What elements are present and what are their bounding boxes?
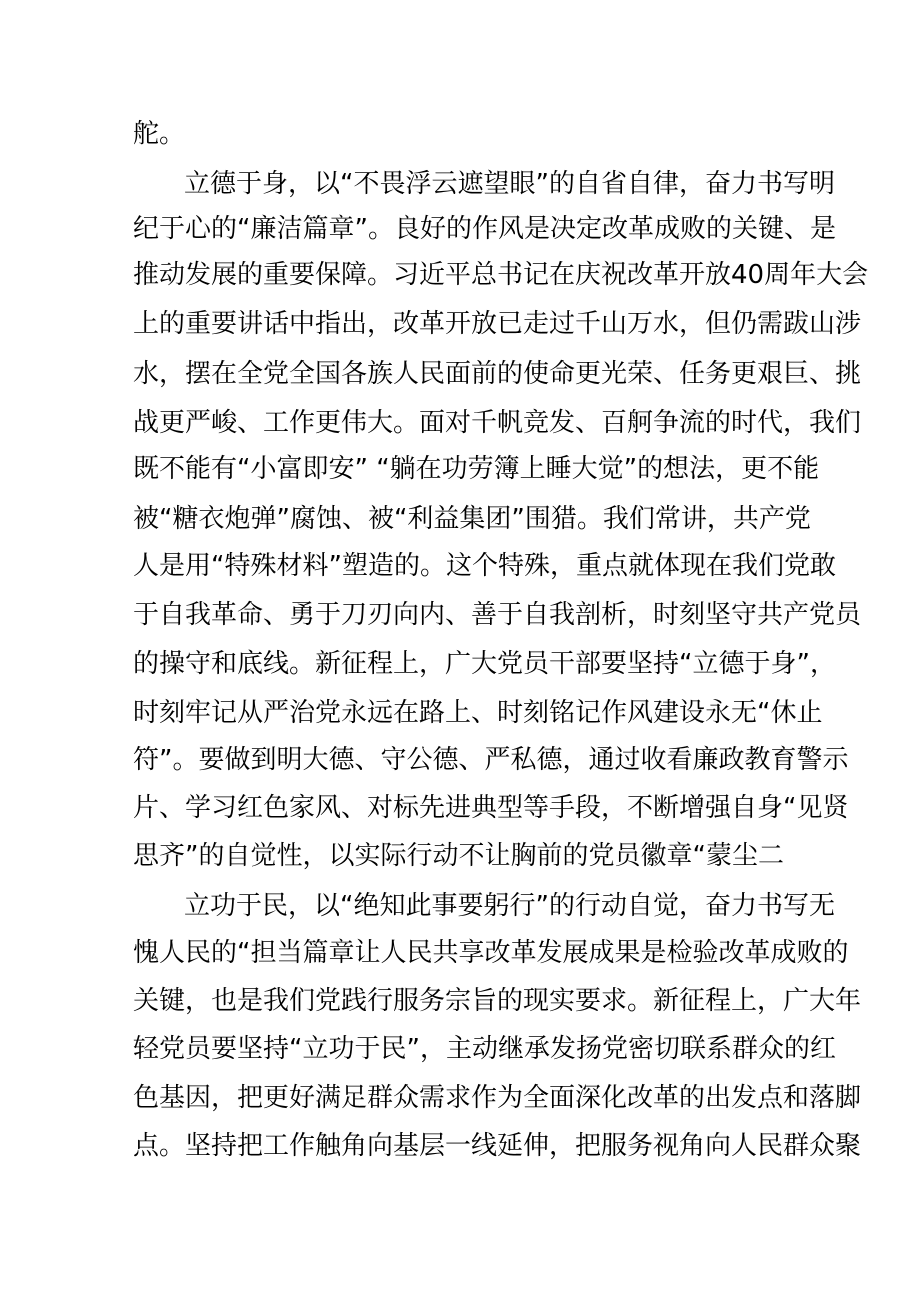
text-line: 思齐”的自觉性，以实际行动不让胸前的党员徽章“蒙尘二 xyxy=(133,841,784,871)
text-line: 纪于心的“廉洁篇章”。良好的作风是决定改革成败的关键、是 xyxy=(133,214,836,244)
text-line: 愧人民的“担当篇章让人民共享改革发展成果是检验改革成败的 xyxy=(133,938,849,968)
text-line: 舵。 xyxy=(133,119,186,149)
paragraph-first-line: 立德于身，以“不畏浮云遮望眼”的自省自律，奋力书写明 xyxy=(184,169,835,199)
text-line: 上的重要讲话中指出，改革开放已走过千山万水，但仍需跋山涉 xyxy=(133,309,862,339)
paragraph-first-line: 立功于民，以“绝知此事要躬行”的行动自觉，奋力书写无 xyxy=(184,891,835,921)
text-line: 点。坚持把工作触角向基层一线延伸，把服务视角向人民群众聚 xyxy=(133,1131,862,1161)
text-line: 人是用“特殊材料”塑造的。这个特殊，重点就体现在我们党敢 xyxy=(133,551,836,581)
text-line: 水，摆在全党全国各族人民面前的使命更光荣、任务更艰巨、挑 xyxy=(133,359,862,389)
text-line: 时刻牢记从严治党永远在路上、时刻铭记作风建设永无“休止 xyxy=(133,698,823,728)
text-line: 片、学习红色家风、对标先进典型等手段，不断增强自身“见贤 xyxy=(133,793,849,823)
text-line: 于自我革命、勇于刀刃向内、善于自我剖析，时刻坚守共产党员 xyxy=(133,600,862,630)
text-line: 推动发展的重要保障。习近平总书记在庆祝改革开放40周年大会 xyxy=(133,260,869,290)
text-line: 战更严峻、工作更伟大。面对千帆竞发、百舸争流的时代，我们 xyxy=(133,408,862,438)
text-line: 轻党员要坚持“立功于民”，主动继承发扬党密切联系群众的红 xyxy=(133,1034,836,1064)
text-line: 色基因，把更好满足群众需求作为全面深化改革的出发点和落脚 xyxy=(133,1083,862,1113)
text-line: 被“糖衣炮弹”腐蚀、被“利益集团”围猎。我们常讲，共产党 xyxy=(133,504,811,534)
text-line: 关键，也是我们党践行服务宗旨的现实要求。新征程上，广大年 xyxy=(133,986,862,1016)
text-line: 的操守和底线。新征程上，广大党员干部要坚持“立德于身”， xyxy=(133,649,836,679)
text-line: 符”。要做到明大德、守公德、严私德，通过收看廉政教育警示 xyxy=(133,745,849,775)
text-line: 既不能有“小富即安” “躺在功劳簿上睡大觉”的想法，更不能 xyxy=(133,454,820,484)
